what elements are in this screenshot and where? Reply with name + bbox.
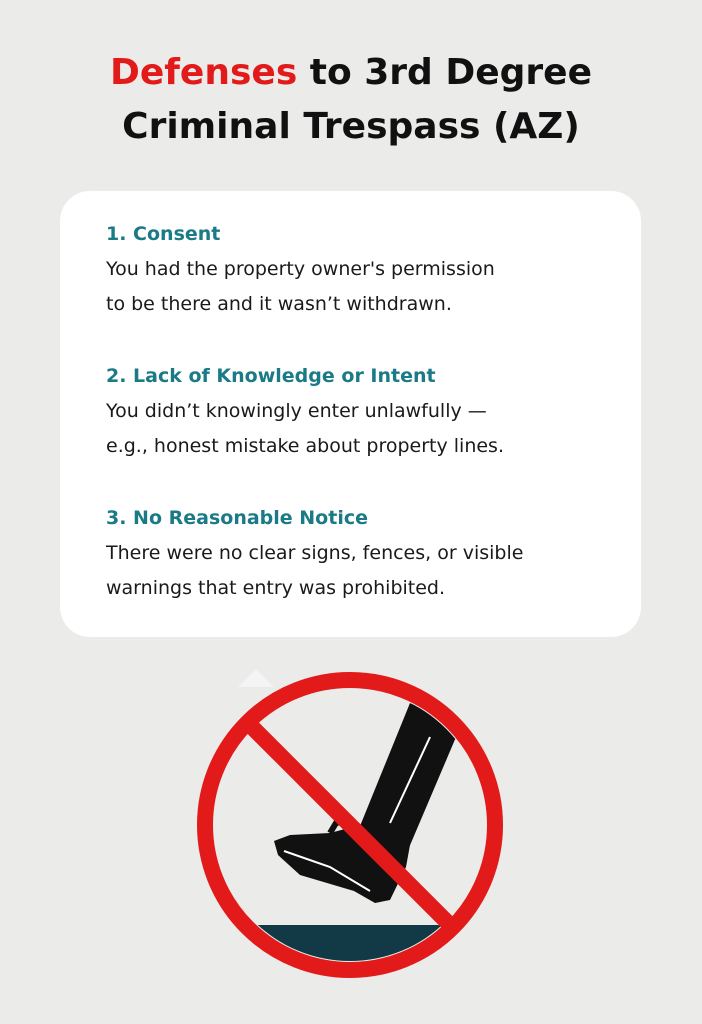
defense-item-consent bbox=[106, 221, 626, 322]
defense-description-line: You had the property owner's permission bbox=[106, 258, 495, 280]
defense-item-knowledge bbox=[106, 363, 626, 464]
title-accent: Defenses bbox=[109, 52, 298, 93]
defense-description bbox=[106, 252, 626, 322]
defense-description-line: to be there and it wasn’t withdrawn. bbox=[106, 293, 452, 315]
defense-description-line: You didn’t knowingly enter unlawfully — bbox=[106, 400, 487, 422]
defense-item-notice bbox=[106, 505, 626, 606]
title-line2: Criminal Trespass (AZ) bbox=[122, 106, 580, 147]
page-title bbox=[0, 46, 702, 154]
decorative-tick-icon bbox=[238, 669, 274, 687]
defense-description bbox=[106, 536, 626, 606]
defense-heading: 2. Lack of Knowledge or Intent bbox=[106, 365, 436, 387]
defense-heading: 1. Consent bbox=[106, 223, 221, 245]
ground-icon bbox=[180, 925, 520, 995]
title-rest-line1: to 3rd Degree bbox=[297, 52, 593, 93]
defenses-card bbox=[60, 191, 641, 637]
defense-heading: 3. No Reasonable Notice bbox=[106, 507, 368, 529]
defense-description-line: warnings that entry was prohibited. bbox=[106, 577, 446, 599]
no-trespassing-foot-icon bbox=[180, 655, 520, 995]
defense-description bbox=[106, 394, 626, 464]
defense-description-line: There were no clear signs, fences, or visible bbox=[106, 542, 524, 564]
defense-description-line: e.g., honest mistake about property lines. bbox=[106, 435, 504, 457]
